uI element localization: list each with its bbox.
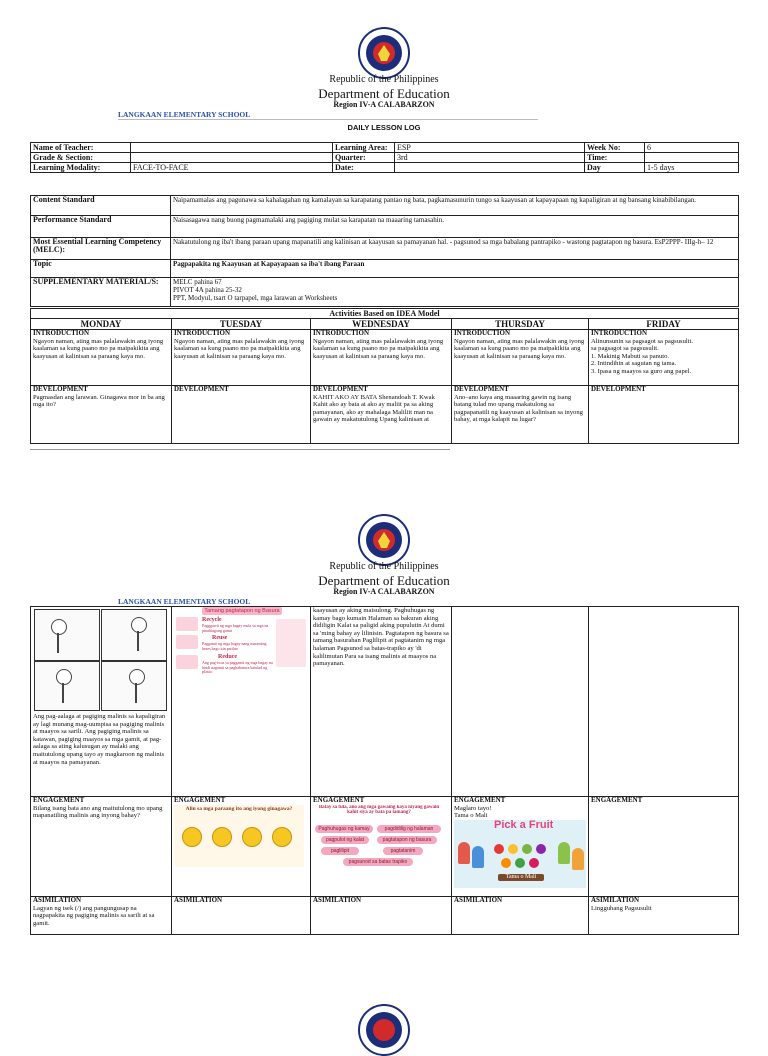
strawberry-icon (529, 858, 539, 868)
teacher-name-label: Name of Teacher: (31, 143, 131, 153)
page-2 (0, 500, 768, 1024)
quarter-label: Quarter: (333, 153, 395, 163)
modality-value: FACE-TO-FACE (131, 163, 333, 173)
melc-label: Most Essential Learning Competency (MELC): (31, 238, 171, 260)
time-value (645, 153, 739, 163)
emoji-icon (182, 827, 202, 847)
development-tuesday: DEVELOPMENT (172, 386, 311, 444)
intro-thursday: INTRODUCTION Ngayon naman, ating mas palalawakin ang iyong kaalaman sa kung paano mo pa maipakikita ang kaayusan at kalinisan sa paraang kaya mo. (452, 330, 589, 386)
poem-activity-question: Batay sa tula, ano ang mga gawaing kaya niyang gawain kahit siya ay bata pa lamang? (318, 804, 440, 816)
development-tuesday-continued (172, 607, 311, 797)
topic-value: Pagpapakita ng Kaayusan at Kapayapaan sa iba't ibang Paraan (171, 260, 739, 278)
emoji-icon (242, 827, 262, 847)
week-label: Week No: (585, 143, 645, 153)
learning-area-value: ESP (395, 143, 585, 153)
department-text: Department of Education (318, 573, 450, 588)
emoji-icon (212, 827, 232, 847)
recycle-label: Recycle (202, 617, 222, 623)
day-monday: MONDAY (31, 319, 172, 330)
monday-development-text: Ang pag-aalaga at pagiging malinis sa kapaligiran ay lagi munang mag-uumpisa sa pagiging malinis at maayos sa sarili. Ang pagiging malinis sa katawan, pagiging maayos sa mga gamit, at pag-aalaga sa ating kalusugan ay malaki ang maitutulong upang tayo ay magkaroon ng malinis at maayos na pamayanan. (33, 713, 166, 766)
waste-chart-title: Tamang pagtatapon ng Basura (202, 607, 282, 615)
deped-seal-icon (358, 1004, 410, 1056)
recycle-icon (176, 617, 198, 631)
deped-seal-icon (358, 514, 410, 566)
intro-monday: INTRODUCTION Ngayon naman, ating mas palalawakin ang iyong kaalaman sa kung paano mo pa maipakikita ang kaayusan at kalinisan sa paraang kaya mo. (31, 330, 172, 386)
performance-standard-label: Performance Standard (31, 216, 171, 238)
idea-model-heading: Activities Based on IDEA Model (31, 309, 739, 319)
asimilation-tuesday: ASIMILATION (172, 897, 311, 935)
emoji-icon (272, 827, 292, 847)
region-text: Region IV-A CALABARZON (333, 587, 435, 596)
performance-standard-value: Naisasagawa nang buong pagmamalaki ang pagiging mulat sa karapatan na maaaring tamasahin. (171, 216, 739, 238)
emoji-activity-image (174, 805, 304, 867)
comic-strip-image (31, 607, 171, 711)
teacher-info-table (30, 142, 739, 173)
recycle-text: Pagggawit ng mga bagay mula sa mga na pinalitagong gamit (202, 623, 269, 633)
grade-section-value (131, 153, 333, 163)
engagement-monday: ENGAGEMENT Bilang isang bata ano ang maitutulong mo upang mapanatiling malinis ang inyong bahay? (31, 797, 172, 897)
reduce-icon (176, 655, 198, 669)
day-thursday: THURSDAY (452, 319, 589, 330)
answer-pill: pagpulot ng kalat (321, 836, 369, 844)
standards-table (30, 195, 739, 307)
date-label: Date: (333, 163, 395, 173)
reduce-label: Reduce (218, 654, 237, 660)
date-value (395, 163, 585, 173)
quarter-value: 3rd (395, 153, 585, 163)
intro-friday: INTRODUCTION Alinunsunin sa pagsagot sa pagsusulit. sa pagsagot sa pagsusulit. 1. Makinig Mabuti sa panuto. 2. Intindihin at sagutan ng tama. 3. Ipasa ng maayos sa guro ang papel. (589, 330, 739, 386)
waste-disposal-chart-image (172, 607, 310, 679)
pear-icon (522, 844, 532, 854)
asimilation-wednesday: ASIMILATION (311, 897, 452, 935)
supplementary-label: SUPPLEMENTARY MATERIAL/S: (31, 278, 171, 307)
development-friday: DEVELOPMENT (589, 386, 739, 444)
content-standard-value: Naipamamalas ang pagunawa sa kahalagahan ng kamalayan sa karapatang pantao ng bata, pagkamasunurin tungo sa kaayusan at kapayapaan ng kapaligiran at ng bansang kinabibilangan. (171, 196, 739, 216)
child-icon (558, 842, 570, 864)
tama-o-mali-label: Tama o Mali (498, 874, 544, 882)
answer-pill: pagtatanim (383, 847, 423, 855)
asimilation-friday: ASIMILATION Lingguhang Pagsusulit (589, 897, 739, 935)
supplementary-line: PPT, Modyul, tsart O tarpapel, mga larawan at Worksheets (173, 294, 338, 302)
day-wednesday: WEDNESDAY (311, 319, 452, 330)
child-icon (572, 848, 584, 870)
development-wednesday: DEVELOPMENT KAHIT AKO AY BATA Shenandoah T. Kwak Kahit ako ay bata at ako ay maliit pa sa aking pamayanan, ako ay mahalaga Maliliit man na gawain ay makatutulong Upang kalinisan at (311, 386, 452, 444)
school-underline (118, 119, 538, 120)
day-friday: FRIDAY (589, 319, 739, 330)
page-1 (0, 0, 768, 460)
answer-pill: pagtatapon ng basura (377, 836, 437, 844)
deped-seal-icon (358, 27, 410, 79)
day-tuesday: TUESDAY (172, 319, 311, 330)
teacher-name-value (131, 143, 333, 153)
reuse-text: Paggamit ng mga bagay nang maraming beses bago itin patilan (202, 641, 267, 651)
development-friday-continued (589, 607, 739, 797)
child-icon (472, 846, 484, 868)
modality-label: Learning Modality: (31, 163, 131, 173)
apple-icon (494, 844, 504, 854)
development-wednesday-continued: kaayusan ay aking maisulong. Paghuhugas ng kamay bago kumain Halaman sa bakuran aking didiligin Kalat sa paligid aking pupulutin At dumi sa 'ming bahay ay lilinisin. Pagtatapon ng basura sa tamang basurahan Paglilipit at pagtatanim ng mga halaman Pagsunod sa batas-trapiko ay 'di kalilimutan Para sa isang malinis at maayos na pamayanan. (311, 607, 452, 797)
day-value: 1-5 days (645, 163, 739, 173)
engagement-tuesday: ENGAGEMENT Alin sa mga paraang ito ang iyong ginagawa? (172, 797, 311, 897)
development-monday-continued (31, 607, 172, 797)
department-text: Department of Education (318, 86, 450, 101)
engagement-wednesday: ENGAGEMENT Batay sa tula, ano ang mga gawaing kaya niyang gawain kahit siya ay bata pa lamang? Paghuhugas ng kamay pagdidilig ng halaman pagpulot ng kalat pagtatapon ng basura paglilipit pagtatanim pagsunod sa batas trapiko (311, 797, 452, 897)
reuse-label: Reuse (212, 635, 228, 641)
orange-icon (501, 858, 511, 868)
weekly-activities-table-continued (30, 606, 739, 935)
asimilation-monday: ASIMILATION Lagyan ng tsek (/) ang pangungusap na nagpapakita ng pagiging malinis sa sarili at sa gamit. (31, 897, 172, 935)
reduce-text: Ang pag-iwas sa paggamit ng mga bagay na hindi nagamit sa pagbabasura katulad ng plastic (202, 660, 273, 674)
answer-pill: Paghuhugas ng kamay (315, 825, 373, 833)
melc-value: Nakatutulong ng iba't ibang paraan upang mapanatili ang kalinisan at kaayusan sa pamayanan hal. - pagsunod sa mga babalang pantrapiko - wastong pagtatapon ng basura. EsP2PPP- IIIg-h– 12 (171, 238, 739, 260)
republic-text: Republic of the Philippines (329, 74, 439, 85)
learning-area-label: Learning Area: (333, 143, 395, 153)
republic-text: Republic of the Philippines (329, 561, 439, 572)
development-monday: DEVELOPMENT Pagmasdan ang larawan. Ginagawa mor in ba ang mga ito? (31, 386, 172, 444)
reuse-icon (176, 635, 198, 649)
week-value: 6 (645, 143, 739, 153)
pick-a-fruit-image (454, 820, 586, 888)
grapes-icon (536, 844, 546, 854)
grade-section-label: Grade & Section: (31, 153, 131, 163)
pick-a-fruit-title: Pick a Fruit (494, 819, 554, 831)
intro-tuesday: INTRODUCTION Ngayon naman, ating mas palalawakin ang iyong kaalaman sa kung paano mo pa maipakikita ang kaayusan at kalinisan sa paraang kaya mo. (172, 330, 311, 386)
supplementary-value (171, 278, 739, 307)
poem-activity-image (313, 805, 445, 877)
child-icon (458, 842, 470, 864)
school-name: LANGKAAN ELEMENTARY SCHOOL (118, 597, 251, 606)
engagement-friday: ENGAGEMENT (589, 797, 739, 897)
asimilation-thursday: ASIMILATION (452, 897, 589, 935)
supplementary-line: PIVOT 4A pahina 25-32 (173, 286, 242, 294)
girl-illustration-icon (276, 619, 306, 667)
content-standard-label: Content Standard (31, 196, 171, 216)
answer-pill: paglilipit (321, 847, 359, 855)
answer-pill: pagsunod sa batas trapiko (343, 858, 413, 866)
topic-label: Topic (31, 260, 171, 278)
region-text: Region IV-A CALABARZON (333, 100, 435, 109)
answer-pill: pagdidilig ng halaman (377, 825, 441, 833)
intro-wednesday: INTRODUCTION Ngayon naman, ating mas palalawakin ang iyong kaalaman sa kung paano mo pa maipakikita ang kaayusan at kalinisan sa paraang kaya mo. (311, 330, 452, 386)
development-thursday-continued (452, 607, 589, 797)
engagement-thursday: ENGAGEMENT Maglaro tayo! Tama o Mali Pick a Fruit Tama o Mali (452, 797, 589, 897)
page-separator (30, 449, 450, 450)
banana-icon (508, 844, 518, 854)
development-thursday: DEVELOPMENT Ano–ano kaya ang maaaring gawin ng isang batang tulad mo upang makatulong sa pagpapanatili ng kaayusan at kalinisan sa inyong bahay, at mga kalapit na lugar? (452, 386, 589, 444)
school-name: LANGKAAN ELEMENTARY SCHOOL (118, 110, 251, 119)
time-label: Time: (585, 153, 645, 163)
emoji-activity-question: Alin sa mga paraang ito ang iyong ginagawa? (185, 805, 293, 812)
supplementary-line: MELC pahina 67 (173, 278, 222, 286)
weekly-activities-table (30, 308, 739, 444)
page-title: DAILY LESSON LOG (347, 123, 421, 132)
melon-icon (515, 858, 525, 868)
day-label: Day (585, 163, 645, 173)
